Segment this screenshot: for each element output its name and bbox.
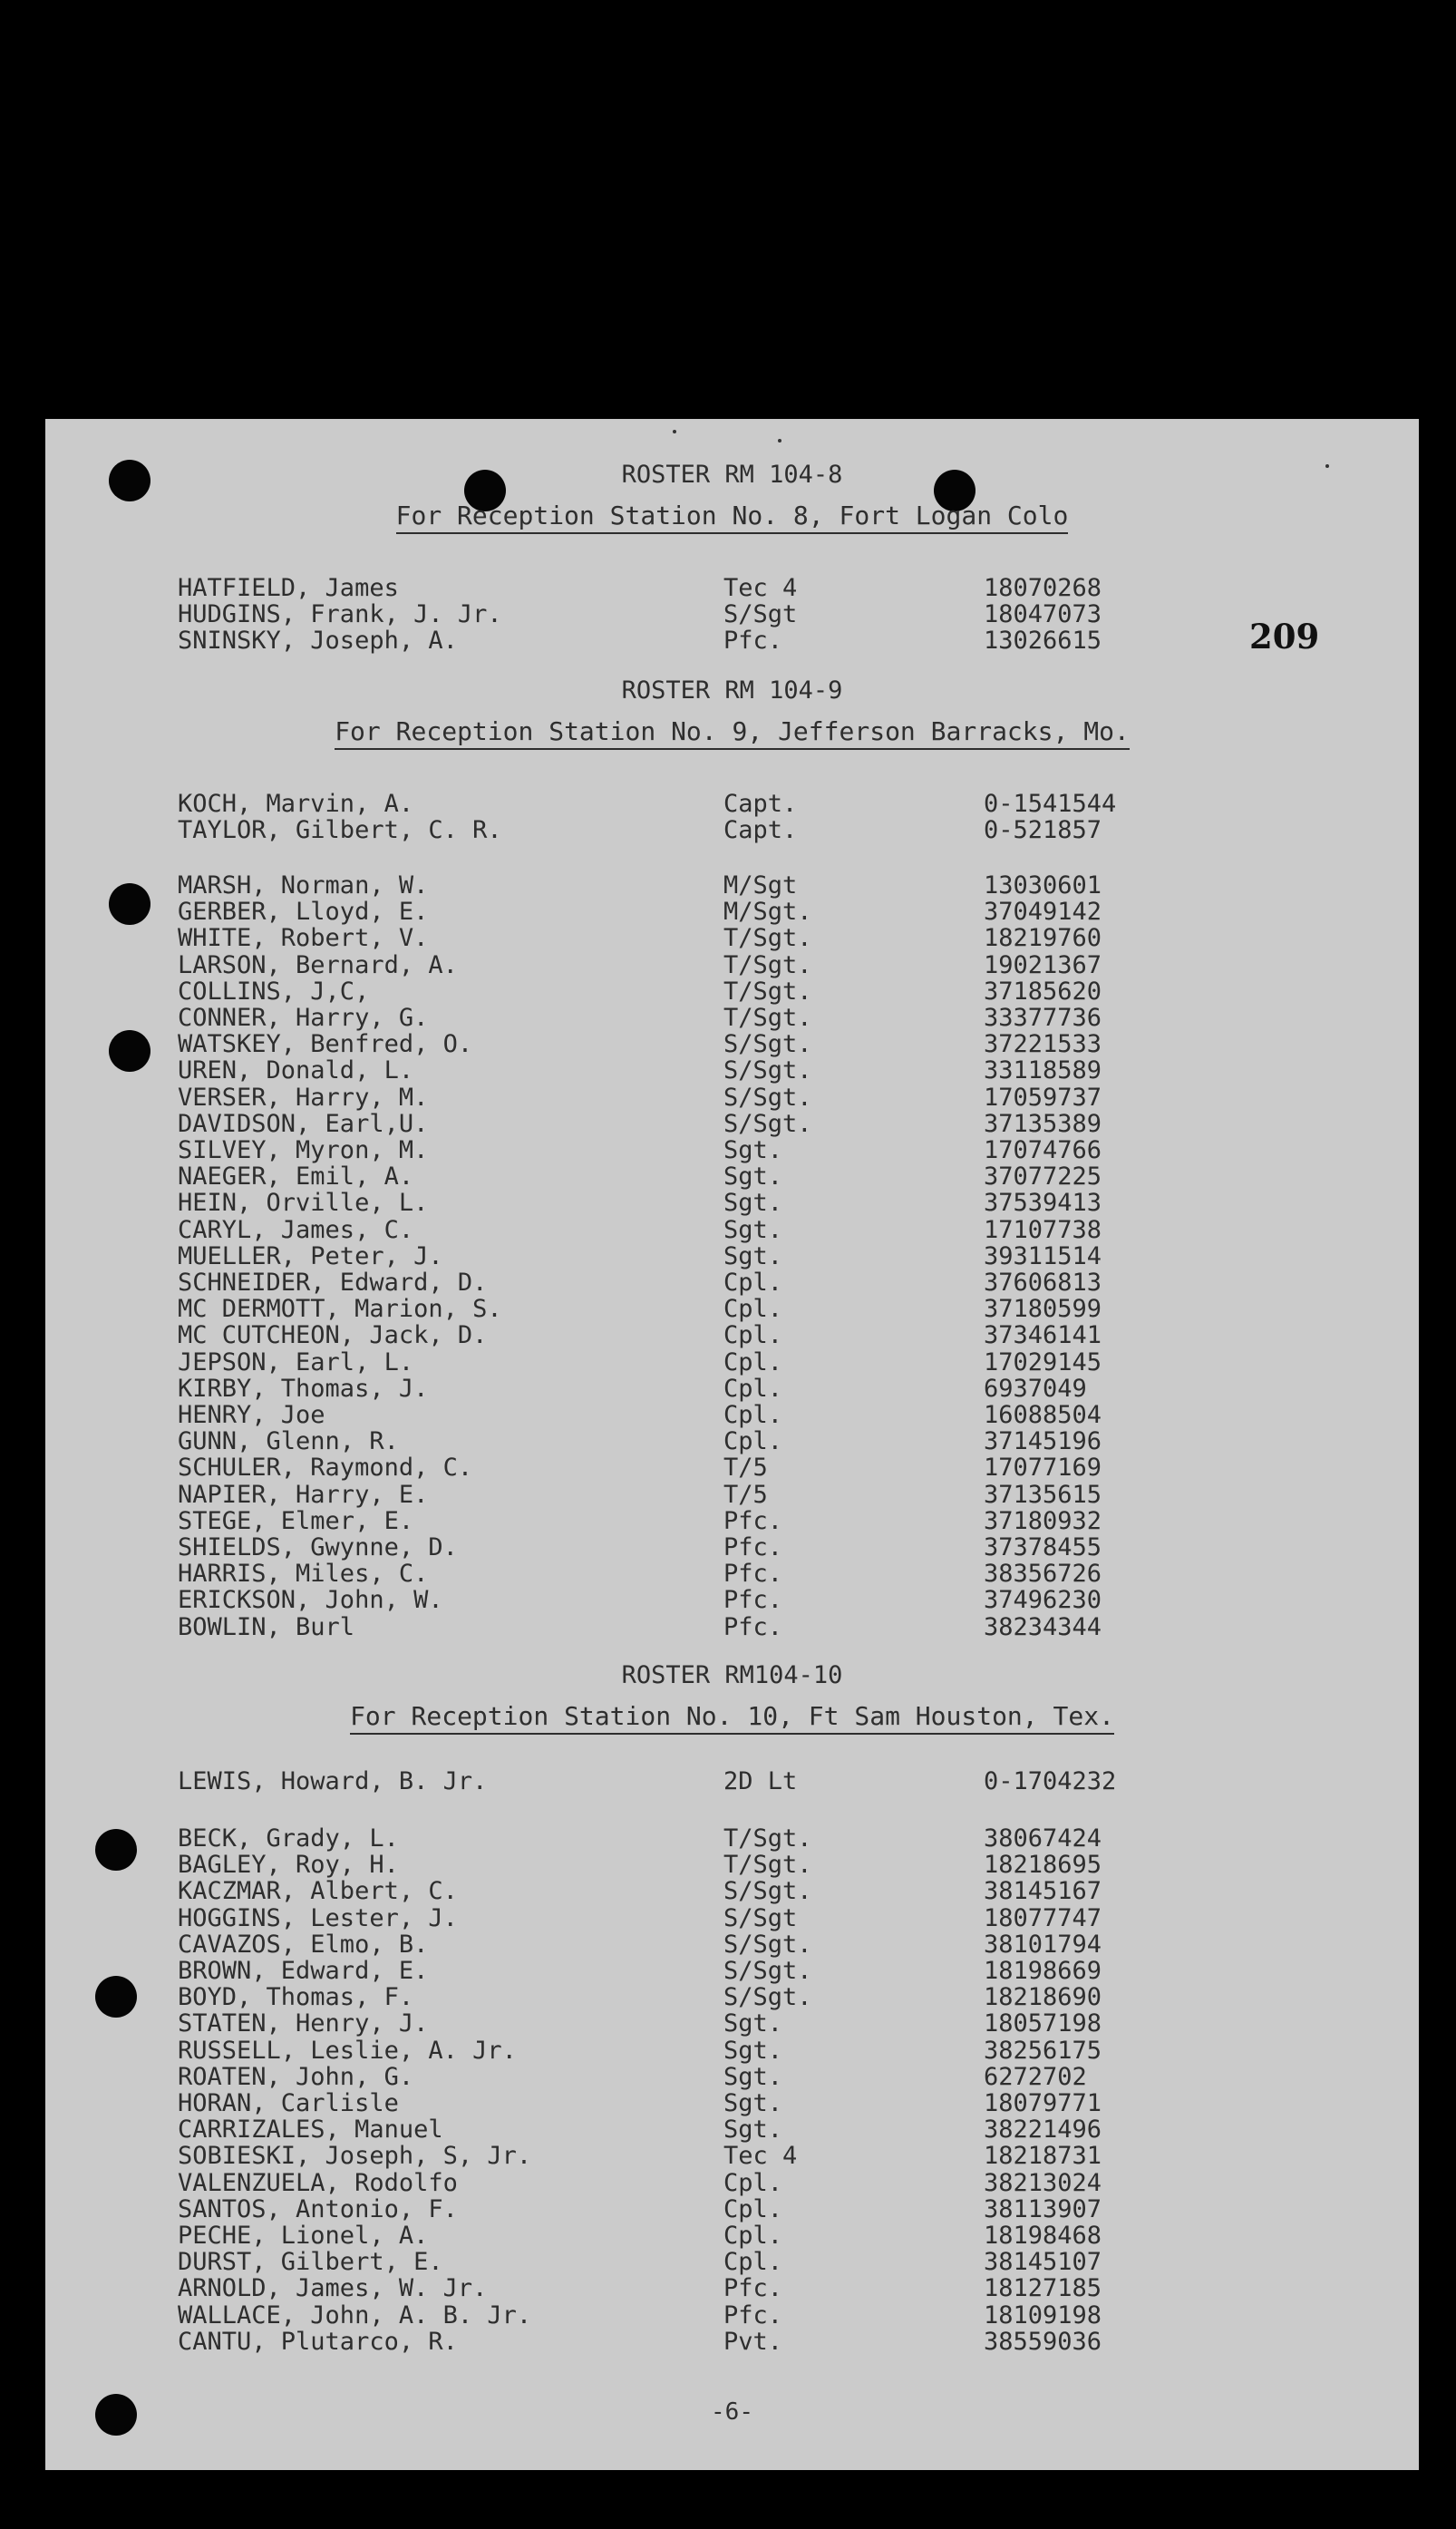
roster-title: ROSTER RM 104-8 (621, 461, 843, 489)
roster-row (45, 2010, 1419, 2037)
roster-row (45, 952, 1419, 978)
serial-number: 37221533 (984, 1030, 1102, 1059)
rank: S/Sgt. (723, 1083, 812, 1112)
rank: Pfc. (723, 627, 783, 656)
soldier-name: BECK, Grady, L. (178, 1824, 399, 1853)
soldier-name: PECHE, Lionel, A. (178, 2222, 429, 2250)
rank: Sgt. (723, 1189, 783, 1218)
roster-row (45, 1958, 1419, 1984)
soldier-name: BOWLIN, Burl (178, 1612, 355, 1641)
roster-row (45, 2196, 1419, 2223)
roster-row (45, 1768, 1419, 1795)
rank: Sgt. (723, 1241, 783, 1270)
serial-number: 37145196 (984, 1427, 1102, 1456)
serial-number: 38145107 (984, 2248, 1102, 2277)
serial-number: 37346141 (984, 1321, 1102, 1350)
rank: T/Sgt. (723, 1851, 812, 1880)
soldier-name: BAGLEY, Roy, H. (178, 1851, 399, 1880)
serial-number: 17059737 (984, 1083, 1102, 1112)
soldier-name: KACZMAR, Albert, C. (178, 1877, 458, 1906)
soldier-name: NAPIER, Harry, E. (178, 1480, 429, 1509)
roster-row (45, 2329, 1419, 2355)
serial-number: 17107738 (984, 1215, 1102, 1244)
serial-number: 38113907 (984, 2194, 1102, 2223)
soldier-name: ERICKSON, John, W. (178, 1586, 443, 1615)
soldier-name: LARSON, Bernard, A. (178, 950, 458, 979)
roster-row (45, 791, 1419, 817)
rank: Sgt. (723, 2116, 783, 2145)
roster-row (45, 1587, 1419, 1613)
reception-station-heading (45, 1701, 1419, 1731)
soldier-name: UREN, Donald, L. (178, 1056, 414, 1085)
roster-row (45, 1482, 1419, 1508)
serial-number: 38559036 (984, 2327, 1102, 2356)
soldier-name: HATFIELD, James (178, 574, 399, 602)
rank: Cpl. (723, 2168, 783, 2197)
rank: S/Sgt. (723, 1877, 812, 1906)
roster-row (45, 2170, 1419, 2196)
soldier-name: CAVAZOS, Elmo, B. (178, 1930, 429, 1959)
serial-number: 18057198 (984, 2009, 1102, 2038)
serial-number: 18079771 (984, 2089, 1102, 2117)
roster-row (45, 872, 1419, 899)
serial-number: 16088504 (984, 1401, 1102, 1429)
page-stamp-number: 209 (1249, 617, 1320, 657)
serial-number: 18047073 (984, 600, 1102, 629)
rank: T/5 (723, 1454, 768, 1483)
ink-speck (673, 430, 676, 433)
serial-number: 38221496 (984, 2116, 1102, 2145)
rank: S/Sgt. (723, 1056, 812, 1085)
rank: S/Sgt. (723, 1109, 812, 1138)
rank: T/5 (723, 1480, 768, 1509)
soldier-name: STEGE, Elmer, E. (178, 1506, 414, 1535)
soldier-name: ROATEN, John, G. (178, 2062, 414, 2091)
soldier-name: HORAN, Carlisle (178, 2089, 399, 2117)
soldier-name: HENRY, Joe (178, 1401, 325, 1429)
soldier-name: SANTOS, Antonio, F. (178, 2194, 458, 2223)
roster-title: ROSTER RM 104-9 (621, 676, 843, 705)
roster-row (45, 2223, 1419, 2249)
roster-row (45, 1614, 1419, 1640)
soldier-name: CARRIZALES, Manuel (178, 2116, 443, 2145)
roster-row (45, 1878, 1419, 1904)
rank: T/Sgt. (723, 1824, 812, 1853)
rank: Cpl. (723, 1295, 783, 1324)
roster-row (45, 817, 1419, 843)
soldier-name: ARNOLD, James, W. Jr. (178, 2274, 488, 2303)
reception-station-label: For Reception Station No. 10, Ft Sam Houston, Tex. (350, 1701, 1114, 1735)
serial-number: 37496230 (984, 1586, 1102, 1615)
soldier-name: SHIELDS, Gwynne, D. (178, 1533, 458, 1561)
reception-station-heading (45, 501, 1419, 530)
roster-row (45, 1508, 1419, 1534)
soldier-name: SCHNEIDER, Edward, D. (178, 1269, 488, 1297)
roster-row (45, 1534, 1419, 1561)
roster-row (45, 1217, 1419, 1243)
roster-title: ROSTER RM104-10 (621, 1661, 843, 1689)
rank: Cpl. (723, 2194, 783, 2223)
rank: Cpl. (723, 1321, 783, 1350)
reception-station-label: For Reception Station No. 9, Jefferson Barracks, Mo. (335, 716, 1130, 750)
serial-number: 37135389 (984, 1109, 1102, 1138)
serial-number: 18198669 (984, 1957, 1102, 1985)
rank: T/Sgt. (723, 924, 812, 953)
roster-row (45, 1825, 1419, 1852)
rank: S/Sgt (723, 1903, 798, 1932)
rank: Pfc. (723, 1533, 783, 1561)
roster-row (45, 1085, 1419, 1111)
serial-number: 18109198 (984, 2300, 1102, 2330)
roster-row (45, 2116, 1419, 2143)
serial-number: 37606813 (984, 1269, 1102, 1297)
soldier-name: HARRIS, Miles, C. (178, 1560, 429, 1589)
rank: Sgt. (723, 2062, 783, 2091)
serial-number: 37185620 (984, 977, 1102, 1006)
serial-number: 33118589 (984, 1056, 1102, 1085)
roster-row (45, 1931, 1419, 1958)
soldier-name: MARSH, Norman, W. (178, 871, 429, 900)
soldier-name: GERBER, Lloyd, E. (178, 898, 429, 927)
soldier-name: COLLINS, J,C, (178, 977, 370, 1006)
roster-row (45, 575, 1419, 601)
serial-number: 0-521857 (984, 816, 1102, 845)
roster-row (45, 2249, 1419, 2275)
serial-number: 18218695 (984, 1851, 1102, 1880)
serial-number: 37378455 (984, 1533, 1102, 1561)
serial-number: 18127185 (984, 2274, 1102, 2303)
roster-row (45, 1031, 1419, 1057)
soldier-name: SCHULER, Raymond, C. (178, 1454, 473, 1483)
serial-number: 37180932 (984, 1506, 1102, 1535)
roster-row (45, 2143, 1419, 2169)
rank: Sgt. (723, 2009, 783, 2038)
rank: M/Sgt (723, 871, 798, 900)
roster-row (45, 1905, 1419, 1931)
rank: Cpl. (723, 2248, 783, 2277)
reception-station-heading (45, 716, 1419, 746)
serial-number: 37539413 (984, 1189, 1102, 1218)
reception-station-label: For Reception Station No. 8, Fort Logan Colo (396, 501, 1069, 534)
rank: S/Sgt. (723, 1030, 812, 1059)
soldier-name: MC CUTCHEON, Jack, D. (178, 1321, 488, 1350)
rank: S/Sgt. (723, 1957, 812, 1985)
roster-row (45, 925, 1419, 951)
serial-number: 38256175 (984, 2036, 1102, 2065)
rank: M/Sgt. (723, 898, 812, 927)
roster-row (45, 1190, 1419, 1216)
roster-row (45, 1376, 1419, 1402)
roster-row (45, 601, 1419, 627)
serial-number: 38213024 (984, 2168, 1102, 2197)
rank: Tec 4 (723, 574, 798, 602)
roster-page (45, 419, 1419, 2470)
rank: Tec 4 (723, 2142, 798, 2171)
serial-number: 17029145 (984, 1347, 1102, 1376)
soldier-name: DURST, Gilbert, E. (178, 2248, 443, 2277)
rank: Capt. (723, 790, 798, 818)
serial-number: 38145167 (984, 1877, 1102, 1906)
roster-row (45, 1349, 1419, 1376)
roster-row (45, 1137, 1419, 1163)
serial-number: 33377736 (984, 1004, 1102, 1032)
roster-row (45, 1402, 1419, 1428)
roster-row (45, 1163, 1419, 1190)
roster-row (45, 1296, 1419, 1322)
serial-number: 37049142 (984, 898, 1102, 927)
soldier-name: LEWIS, Howard, B. Jr. (178, 1767, 488, 1795)
soldier-name: HEIN, Orville, L. (178, 1189, 429, 1218)
soldier-name: WATSKEY, Benfred, O. (178, 1030, 473, 1059)
rank: Pfc. (723, 1560, 783, 1589)
soldier-name: WHITE, Robert, V. (178, 924, 429, 953)
soldier-name: GUNN, Glenn, R. (178, 1427, 399, 1456)
serial-number: 6272702 (984, 2062, 1087, 2091)
soldier-name: SNINSKY, Joseph, A. (178, 627, 458, 656)
roster-row (45, 627, 1419, 654)
soldier-name: TAYLOR, Gilbert, C. R. (178, 816, 502, 845)
roster-row (45, 1428, 1419, 1454)
page-number: -6- (711, 2398, 753, 2426)
soldier-name: KOCH, Marvin, A. (178, 790, 414, 818)
rank: 2D Lt (723, 1767, 798, 1795)
rank: Pfc. (723, 1612, 783, 1641)
serial-number: 0-1704232 (984, 1767, 1117, 1795)
rank: Cpl. (723, 1347, 783, 1376)
soldier-name: SILVEY, Myron, M. (178, 1136, 429, 1164)
rank: Sgt. (723, 1136, 783, 1164)
serial-number: 18077747 (984, 1903, 1102, 1932)
soldier-name: BOYD, Thomas, F. (178, 1983, 414, 2012)
rank: S/Sgt. (723, 1930, 812, 1959)
roster-row (45, 1269, 1419, 1296)
soldier-name: SOBIESKI, Joseph, S, Jr. (178, 2142, 532, 2171)
soldier-name: JEPSON, Earl, L. (178, 1347, 414, 1376)
rank: Pfc. (723, 1586, 783, 1615)
soldier-name: VALENZUELA, Rodolfo (178, 2168, 458, 2197)
rank: Pvt. (723, 2327, 783, 2356)
soldier-name: RUSSELL, Leslie, A. Jr. (178, 2036, 517, 2065)
roster-row (45, 1243, 1419, 1269)
serial-number: 37077225 (984, 1162, 1102, 1192)
soldier-name: CONNER, Harry, G. (178, 1004, 429, 1032)
serial-number: 18198468 (984, 2222, 1102, 2250)
soldier-name: MC DERMOTT, Marion, S. (178, 1295, 502, 1324)
rank: Cpl. (723, 2222, 783, 2250)
serial-number: 37180599 (984, 1295, 1102, 1324)
serial-number: 38356726 (984, 1560, 1102, 1589)
ink-speck (778, 439, 781, 443)
roster-row (45, 1005, 1419, 1031)
serial-number: 19021367 (984, 950, 1102, 979)
serial-number: 0-1541544 (984, 790, 1117, 818)
soldier-name: MUELLER, Peter, J. (178, 1241, 443, 1270)
rank: Sgt. (723, 2089, 783, 2117)
soldier-name: NAEGER, Emil, A. (178, 1162, 414, 1192)
soldier-name: DAVIDSON, Earl,U. (178, 1109, 429, 1138)
roster-row (45, 1454, 1419, 1481)
rank: Pfc. (723, 2300, 783, 2330)
soldier-name: STATEN, Henry, J. (178, 2009, 429, 2038)
rank: Pfc. (723, 2274, 783, 2303)
rank: Sgt. (723, 2036, 783, 2065)
roster-row (45, 1852, 1419, 1878)
serial-number: 13030601 (984, 871, 1102, 900)
serial-number: 18218690 (984, 1983, 1102, 2012)
rank: Sgt. (723, 1162, 783, 1192)
rank: T/Sgt. (723, 950, 812, 979)
rank: S/Sgt. (723, 1983, 812, 2012)
serial-number: 39311514 (984, 1241, 1102, 1270)
roster-row (45, 1057, 1419, 1084)
roster-row (45, 1111, 1419, 1137)
soldier-name: HUDGINS, Frank, J. Jr. (178, 600, 502, 629)
rank: Cpl. (723, 1374, 783, 1403)
serial-number: 13026615 (984, 627, 1102, 656)
serial-number: 38067424 (984, 1824, 1102, 1853)
rank: T/Sgt. (723, 977, 812, 1006)
soldier-name: BROWN, Edward, E. (178, 1957, 429, 1985)
serial-number: 37135615 (984, 1480, 1102, 1509)
serial-number: 17074766 (984, 1136, 1102, 1164)
roster-row (45, 1322, 1419, 1348)
soldier-name: HOGGINS, Lester, J. (178, 1903, 458, 1932)
serial-number: 38101794 (984, 1930, 1102, 1959)
serial-number: 18070268 (984, 574, 1102, 602)
rank: Sgt. (723, 1215, 783, 1244)
soldier-name: CARYL, James, C. (178, 1215, 414, 1244)
rank: Pfc. (723, 1506, 783, 1535)
roster-row (45, 899, 1419, 925)
rank: Cpl. (723, 1269, 783, 1297)
serial-number: 38234344 (984, 1612, 1102, 1641)
soldier-name: WALLACE, John, A. B. Jr. (178, 2300, 532, 2330)
rank: Capt. (723, 816, 798, 845)
serial-number: 17077169 (984, 1454, 1102, 1483)
serial-number: 18218731 (984, 2142, 1102, 2171)
soldier-name: VERSER, Harry, M. (178, 1083, 429, 1112)
rank: Cpl. (723, 1427, 783, 1456)
roster-row (45, 1984, 1419, 2010)
soldier-name: KIRBY, Thomas, J. (178, 1374, 429, 1403)
roster-row (45, 2064, 1419, 2090)
roster-row (45, 1561, 1419, 1587)
roster-row (45, 2038, 1419, 2064)
rank: T/Sgt. (723, 1004, 812, 1032)
roster-row (45, 2302, 1419, 2329)
roster-row (45, 2090, 1419, 2116)
soldier-name: CANTU, Plutarco, R. (178, 2327, 458, 2356)
rank: S/Sgt (723, 600, 798, 629)
rank: Cpl. (723, 1401, 783, 1429)
roster-row (45, 2275, 1419, 2301)
roster-row (45, 978, 1419, 1005)
serial-number: 6937049 (984, 1374, 1087, 1403)
serial-number: 18219760 (984, 924, 1102, 953)
